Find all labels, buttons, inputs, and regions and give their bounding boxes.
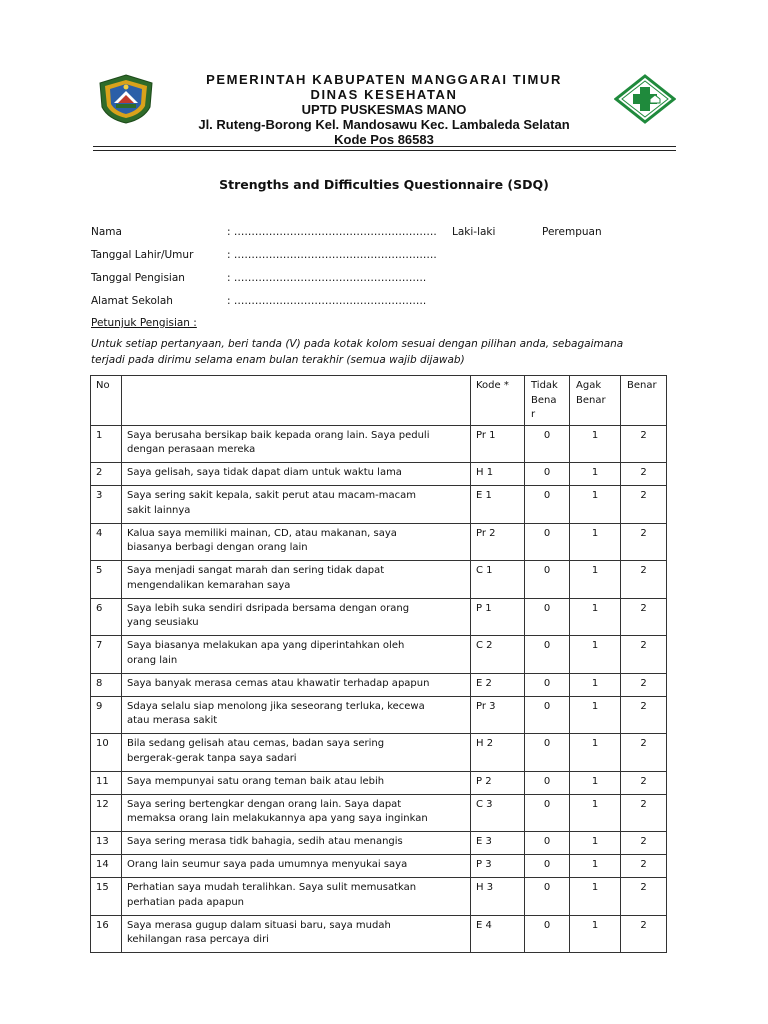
table-row — [91, 832, 667, 855]
row-statement-line2: memaksa orang lain melakukannya apa yang saya inginkan — [127, 813, 428, 824]
row-statement-line1: Saya sering merasa tidk bahagia, sedih atau menangis — [127, 836, 403, 847]
row-statement — [122, 463, 471, 486]
option-agak-benar[interactable]: 1 — [570, 673, 621, 696]
letterhead-postcode: Kode Pos 86583 — [334, 132, 434, 147]
letterhead-government: PEMERINTAH KABUPATEN MANGGARAI TIMUR — [206, 72, 562, 87]
row-statement — [122, 523, 471, 561]
row-statement-line1: Saya banyak merasa cemas atau khawatir terhadap apapun — [127, 677, 430, 689]
option-agak-benar[interactable]: 1 — [570, 734, 621, 772]
row-statement-line1: Saya menjadi sangat marah dan sering tidak dapat — [127, 565, 385, 576]
instructions-text — [91, 337, 681, 368]
table-row — [91, 486, 667, 524]
header-agak-benar-line1: Agak — [576, 380, 602, 391]
table-row — [91, 561, 667, 599]
option-agak-benar[interactable]: 1 — [570, 463, 621, 486]
row-code: P 2 — [471, 771, 525, 794]
alamat-sekolah-label: Alamat Sekolah — [91, 295, 173, 307]
row-code: E 2 — [471, 673, 525, 696]
letterhead-divider — [93, 146, 676, 147]
row-code: E 4 — [471, 915, 525, 953]
option-benar[interactable]: 2 — [621, 832, 667, 855]
header-tidak-benar-line2: Bena — [531, 394, 557, 406]
row-number: 12 — [91, 794, 122, 832]
row-number: 11 — [91, 771, 122, 794]
option-tidak-benar[interactable]: 0 — [525, 523, 570, 561]
row-statement-line1: Saya biasanya melakukan apa yang diperintahkan oleh — [127, 640, 405, 651]
option-tidak-benar[interactable]: 0 — [525, 561, 570, 599]
option-benar[interactable]: 2 — [621, 636, 667, 674]
tanggal-pengisian-field[interactable]: : ………………………………………………. — [227, 272, 427, 284]
row-code: P 3 — [471, 855, 525, 878]
row-statement-line2: atau merasa sakit — [127, 715, 218, 726]
table-header-row — [91, 376, 667, 426]
option-agak-benar[interactable]: 1 — [570, 696, 621, 734]
row-statement — [122, 598, 471, 636]
row-number: 10 — [91, 734, 122, 772]
row-statement-line1: Bila sedang gelisah atau cemas, badan saya sering — [127, 738, 385, 749]
page-title: Strengths and Difficulties Questionnaire (SDQ) — [219, 177, 549, 192]
option-benar[interactable]: 2 — [621, 425, 667, 463]
row-statement-line1: Saya gelisah, saya tidak dapat diam untuk waktu lama — [127, 467, 402, 478]
row-code: Pr 1 — [471, 425, 525, 463]
option-tidak-benar[interactable]: 0 — [525, 734, 570, 772]
row-statement-line2: sakit lainnya — [127, 504, 191, 516]
header-agak-benar — [570, 376, 621, 426]
row-statement — [122, 673, 471, 696]
table-row — [91, 673, 667, 696]
option-benar[interactable]: 2 — [621, 696, 667, 734]
letterhead-address: Jl. Ruteng-Borong Kel. Mandosawu Kec. Lambaleda Selatan — [198, 117, 570, 132]
row-number: 9 — [91, 696, 122, 734]
questionnaire-table — [90, 375, 667, 953]
row-number: 5 — [91, 561, 122, 599]
gender-option-male[interactable]: Laki-laki — [452, 226, 496, 238]
table-row — [91, 878, 667, 916]
option-tidak-benar[interactable]: 0 — [525, 915, 570, 953]
option-agak-benar[interactable]: 1 — [570, 523, 621, 561]
row-statement — [122, 794, 471, 832]
row-number: 4 — [91, 523, 122, 561]
row-statement — [122, 636, 471, 674]
option-agak-benar[interactable]: 1 — [570, 794, 621, 832]
option-benar[interactable]: 2 — [621, 855, 667, 878]
row-code: Pr 3 — [471, 696, 525, 734]
instructions-heading: Petunjuk Pengisian : — [91, 317, 197, 329]
option-agak-benar[interactable]: 1 — [570, 486, 621, 524]
row-statement-line2: orang lain — [127, 654, 178, 666]
nama-field[interactable]: : …………………………………………………. — [227, 226, 437, 238]
letterhead-puskesmas: UPTD PUSKESMAS MANO — [301, 102, 467, 117]
option-agak-benar[interactable]: 1 — [570, 878, 621, 916]
option-benar[interactable]: 2 — [621, 794, 667, 832]
option-tidak-benar[interactable]: 0 — [525, 425, 570, 463]
row-code: C 2 — [471, 636, 525, 674]
row-number: 16 — [91, 915, 122, 953]
row-statement-line2: dengan perasaan mereka — [127, 444, 256, 455]
row-statement-line1: Perhatian saya mudah teralihkan. Saya sulit memusatkan — [127, 882, 417, 893]
row-statement-line2: perhatian pada apapun — [127, 896, 245, 908]
option-agak-benar[interactable]: 1 — [570, 425, 621, 463]
row-number: 8 — [91, 673, 122, 696]
row-number: 7 — [91, 636, 122, 674]
table-row — [91, 734, 667, 772]
row-code: H 3 — [471, 878, 525, 916]
nama-label: Nama — [91, 226, 122, 238]
table-row — [91, 794, 667, 832]
option-benar[interactable]: 2 — [621, 523, 667, 561]
row-statement — [122, 734, 471, 772]
instructions-line-2: terjadi pada dirimu selama enam bulan terakhir (semua wajib dijawab) — [91, 353, 465, 366]
header-benar: Benar — [621, 376, 667, 426]
row-statement-line1: Saya lebih suka sendiri dsripada bersama dengan orang — [127, 602, 410, 614]
row-code: H 2 — [471, 734, 525, 772]
row-statement-line2: biasanya berbagi dengan orang lain — [127, 542, 308, 553]
option-tidak-benar[interactable]: 0 — [525, 855, 570, 878]
row-statement — [122, 855, 471, 878]
row-number: 6 — [91, 598, 122, 636]
row-code: C 1 — [471, 561, 525, 599]
option-benar[interactable]: 2 — [621, 561, 667, 599]
table-row — [91, 696, 667, 734]
row-code: E 3 — [471, 832, 525, 855]
row-statement-line1: Orang lain seumur saya pada umumnya menyukai saya — [127, 859, 408, 870]
row-statement-line1: Saya sering sakit kepala, sakit perut atau macam-macam — [127, 490, 416, 501]
table-row — [91, 636, 667, 674]
row-statement-line1: Kalua saya memiliki mainan, CD, atau makanan, saya — [127, 527, 397, 539]
row-statement-line1: Sdaya selalu siap menolong jika seseorang terluka, kecewa — [127, 700, 425, 712]
row-number: 15 — [91, 878, 122, 916]
row-statement-line1: Saya mempunyai satu orang teman baik atau lebih — [127, 775, 385, 787]
row-statement — [122, 486, 471, 524]
option-tidak-benar[interactable]: 0 — [525, 771, 570, 794]
option-benar[interactable]: 2 — [621, 598, 667, 636]
tanggal-lahir-label: Tanggal Lahir/Umur — [91, 249, 194, 261]
option-agak-benar[interactable]: 1 — [570, 915, 621, 953]
row-code: E 1 — [471, 486, 525, 524]
instructions-line-1: Untuk setiap pertanyaan, beri tanda (V) pada kotak kolom sesuai dengan pilihan anda, sebagaimana — [91, 338, 624, 350]
row-statement — [122, 832, 471, 855]
option-agak-benar[interactable]: 1 — [570, 598, 621, 636]
gender-option-female[interactable]: Perempuan — [542, 226, 602, 238]
alamat-sekolah-field[interactable]: : ………………………………………………. — [227, 295, 427, 307]
row-number: 14 — [91, 855, 122, 878]
tanggal-pengisian-label: Tanggal Pengisian — [91, 272, 185, 284]
header-kode: Kode * — [471, 376, 525, 426]
row-number: 13 — [91, 832, 122, 855]
option-tidak-benar[interactable]: 0 — [525, 598, 570, 636]
option-tidak-benar[interactable]: 0 — [525, 486, 570, 524]
option-benar[interactable]: 2 — [621, 915, 667, 953]
letterhead-department: DINAS KESEHATAN — [310, 87, 458, 102]
row-number: 1 — [91, 425, 122, 463]
row-statement-line2: kehilangan rasa percaya diri — [127, 934, 269, 945]
option-agak-benar[interactable]: 1 — [570, 771, 621, 794]
option-agak-benar[interactable]: 1 — [570, 636, 621, 674]
option-tidak-benar[interactable]: 0 — [525, 636, 570, 674]
option-benar[interactable]: 2 — [621, 486, 667, 524]
option-tidak-benar[interactable]: 0 — [525, 832, 570, 855]
table-row — [91, 771, 667, 794]
row-code: P 1 — [471, 598, 525, 636]
row-number: 2 — [91, 463, 122, 486]
table-row — [91, 915, 667, 953]
row-statement — [122, 915, 471, 953]
header-tidak-benar-line1: Tidak — [531, 380, 558, 391]
option-agak-benar[interactable]: 1 — [570, 855, 621, 878]
table-row — [91, 425, 667, 463]
row-statement-line2: yang seusiaku — [127, 617, 199, 628]
header-tidak-benar — [525, 376, 570, 426]
row-statement-line1: Saya berusaha bersikap baik kepada orang lain. Saya peduli — [127, 429, 430, 441]
row-statement — [122, 425, 471, 463]
option-benar[interactable]: 2 — [621, 463, 667, 486]
tanggal-lahir-field[interactable]: : …………………………………………………. — [227, 249, 437, 261]
row-statement-line1: Saya merasa gugup dalam situasi baru, saya mudah — [127, 919, 391, 931]
row-statement — [122, 771, 471, 794]
option-benar[interactable]: 2 — [621, 734, 667, 772]
option-tidak-benar[interactable]: 0 — [525, 463, 570, 486]
option-tidak-benar[interactable]: 0 — [525, 696, 570, 734]
row-code: Pr 2 — [471, 523, 525, 561]
row-statement-line2: mengendalikan kemarahan saya — [127, 579, 291, 591]
table-row — [91, 463, 667, 486]
option-tidak-benar[interactable]: 0 — [525, 794, 570, 832]
option-benar[interactable]: 2 — [621, 771, 667, 794]
option-tidak-benar[interactable]: 0 — [525, 878, 570, 916]
row-statement — [122, 878, 471, 916]
option-agak-benar[interactable]: 1 — [570, 561, 621, 599]
letterhead — [0, 72, 768, 147]
row-statement — [122, 696, 471, 734]
header-tidak-benar-line3: r — [531, 409, 536, 420]
option-agak-benar[interactable]: 1 — [570, 832, 621, 855]
table-row — [91, 523, 667, 561]
table-row — [91, 855, 667, 878]
row-statement-line1: Saya sering bertengkar dengan orang lain. Saya dapat — [127, 798, 402, 810]
letterhead-divider-thin — [93, 150, 676, 151]
row-statement-line2: bergerak-gerak tanpa saya sadari — [127, 752, 297, 764]
row-code: C 3 — [471, 794, 525, 832]
option-tidak-benar[interactable]: 0 — [525, 673, 570, 696]
option-benar[interactable]: 2 — [621, 878, 667, 916]
header-statement — [122, 376, 471, 426]
row-code: H 1 — [471, 463, 525, 486]
row-statement — [122, 561, 471, 599]
header-no: No — [91, 376, 122, 426]
row-number: 3 — [91, 486, 122, 524]
table-row — [91, 598, 667, 636]
option-benar[interactable]: 2 — [621, 673, 667, 696]
header-agak-benar-line2: Benar — [576, 394, 606, 406]
